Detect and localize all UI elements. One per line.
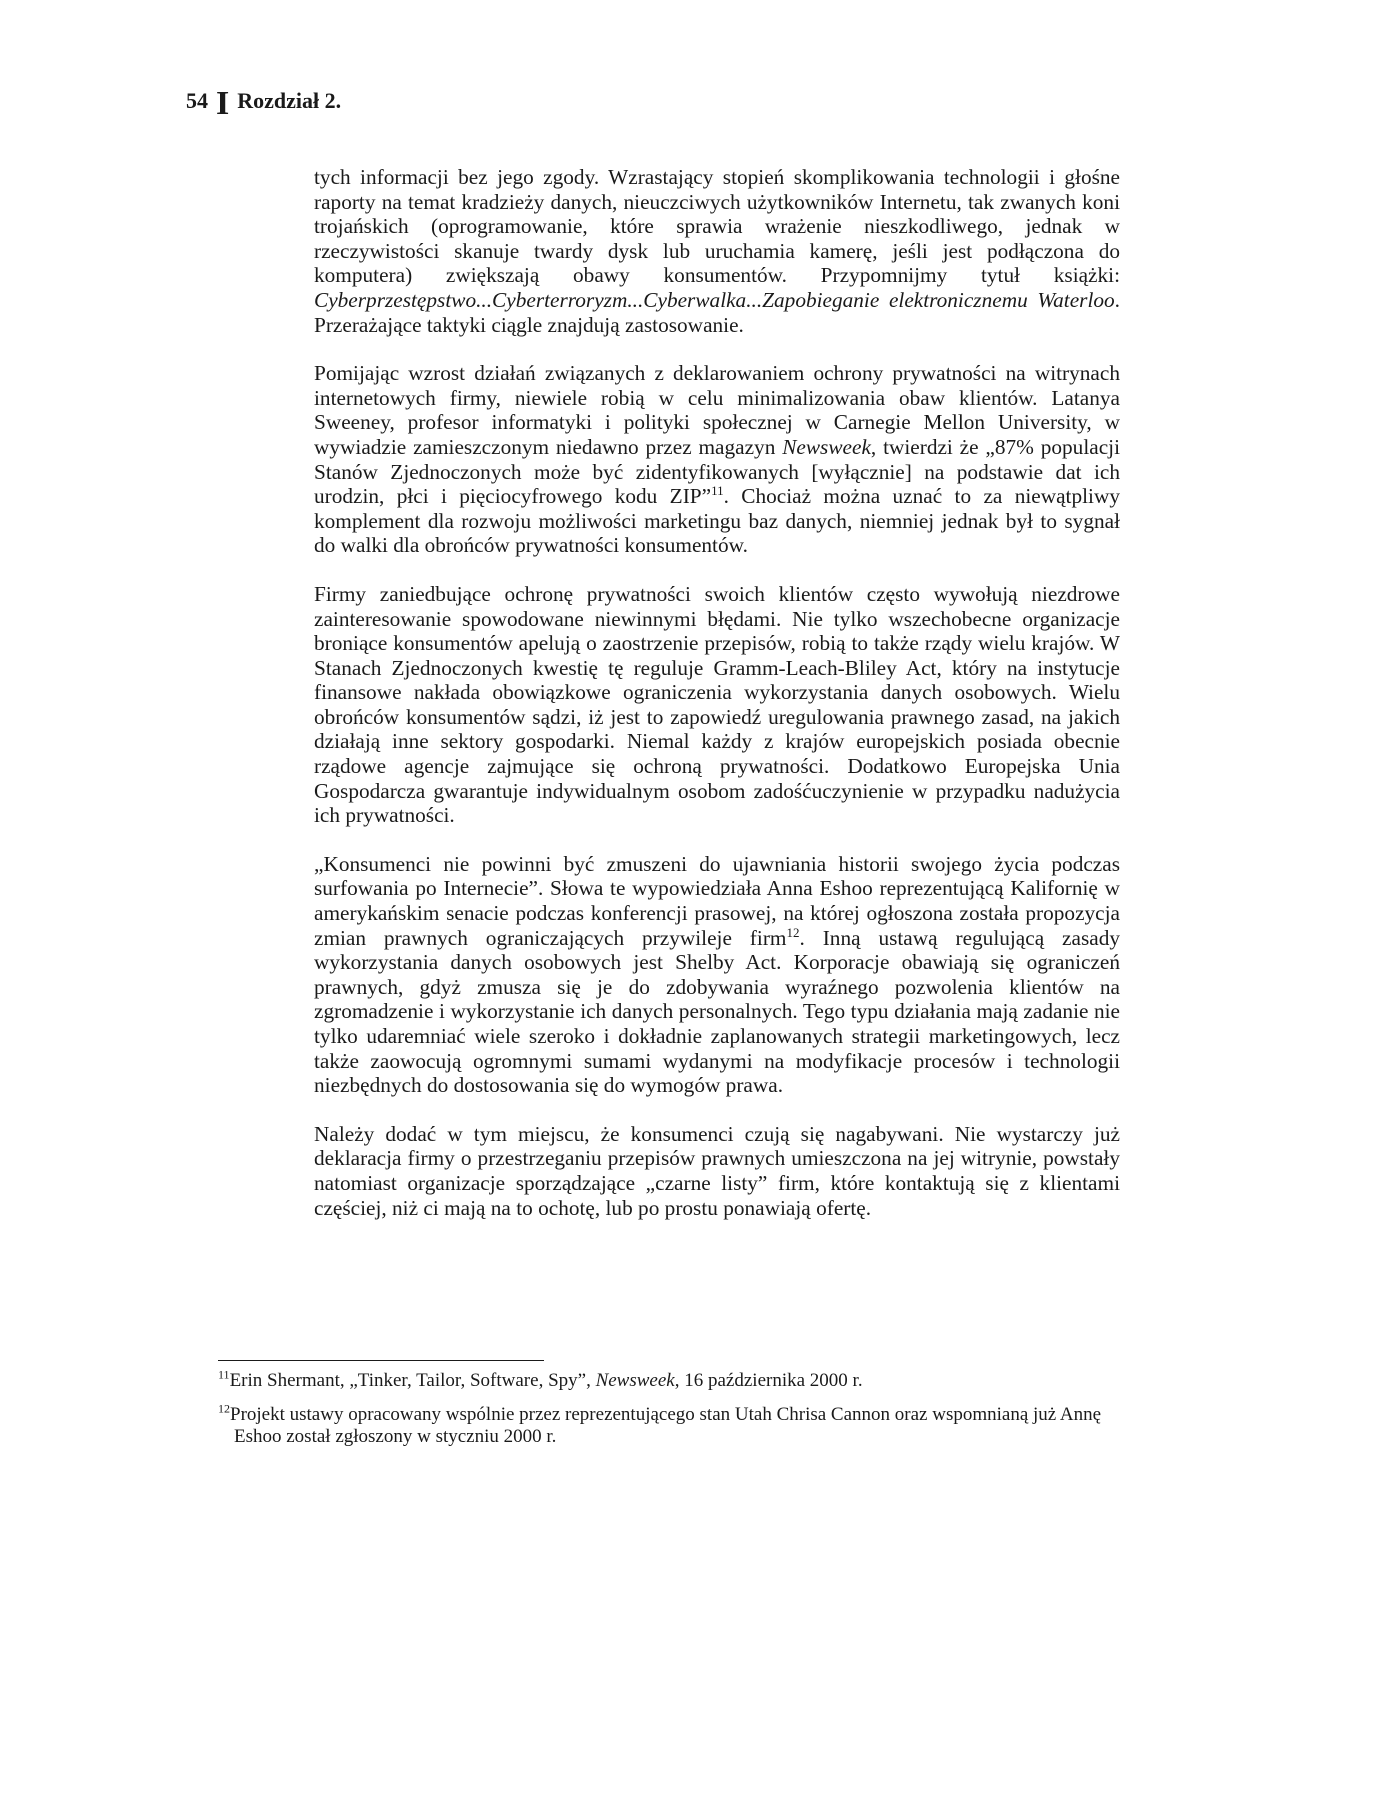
paragraph-5 [314,1122,1120,1220]
paragraph-text: Firmy zaniedbujące ochronę prywatności swoich klientów często wywołują niezdrowe zainteresowanie spowodowane niewinnymi błędami. Nie tylko wszechobecne organizacje broniące konsumentów apelują o zaostrzenie przepisów, robią to także rządy wielu krajów. W Stanach Zjednoczonych kwestię tę reguluje Gramm-Leach-Bliley Act, który na instytucje finansowe nakłada obowiązkowe ograniczenia wykorzystania danych osobowych. Wielu obrońców konsumentów sądzi, iż jest to zapowiedź uregulowania prawnego zasad, na jakich działają inne sektory gospodarki. Niemal każdy z krajów europejskich posiada obecnie rządowe agencje zajmujące się ochroną prywatności. Dodatkowo Europejska Unia Gospodarcza gwarantuje indywidualnym osobom zadośćuczynienie w przypadku nadużycia ich prywatności. [314,581,1120,828]
footnotes [218,1367,1118,1460]
header-separator: I [216,85,230,122]
footnote-magazine: Newsweek [595,1370,675,1391]
footnote-text: Projekt ustawy opracowany wspólnie przez reprezentującego stan Utah Chrisa Cannon oraz wspomnianą już Annę Eshoo został zgłoszony w styczniu 2000 r. [230,1404,1102,1447]
paragraph-text: . Chociaż można uznać to za niewątpliwy komplement dla rozwoju możliwości marketingu baz danych, niemniej jednak był to sygnał do walki dla obrońców prywatności konsumentów. [314,484,1120,558]
paragraph-4 [314,852,1120,1098]
magazine-title: Newsweek [782,434,871,459]
paragraph-text: tych informacji bez jego zgody. Wzrastający stopień skomplikowania technologii i głośne raporty na temat kradzieży danych, nieuczciwych użytkowników Internetu, tak zwanych koni trojańskich (oprogramowanie, które sprawia wrażenie nieszkodliwego, jednak w rzeczywistości skanuje twardy dysk lub uruchamia kamerę, jeśli jest podłączona do komputera) zwiększają obawy konsumentów. Przypomnijmy tytuł książki: [314,165,1120,288]
paragraph-3 [314,582,1120,828]
footnote-ref-12[interactable]: 12 [786,924,800,940]
body-text [314,165,1120,1244]
page-number: 54 [186,88,208,113]
paragraph-text: . Inną ustawą regulującą zasady wykorzystania danych osobowych jest Shelby Act. Korporacje obawiają się ograniczeń prawnych, gdyż zmusza się je do zdobywania wyraźnego pozwolenia klientów na zgromadzenie i wykorzystanie ich danych personalnych. Tego typu działania mają zadanie nie tylko udaremniać wiele szeroko i dokładnie zaplanowanych strategii marketingowych, lecz także zaowocują ogromnymi sumami wydanymi na modyfikacje procesów i technologii niezbędnych do dostosowania się do wymogów prawa. [314,925,1120,1098]
footnote-text: , 16 października 2000 r. [674,1370,863,1391]
footnote-text: Erin Shermant, „Tinker, Tailor, Software, Spy”, [229,1370,596,1391]
paragraph-1 [314,165,1120,337]
paragraph-2 [314,361,1120,558]
chapter-title: Rozdział 2. [237,88,342,113]
paragraph-text: . Przerażające taktyki ciągle znajdują zastosowanie. [314,287,1120,337]
footnote-number: 12 [218,1401,230,1416]
book-title: Cyberprzestępstwo...Cyberterroryzm...Cyberwalka...Zapobieganie elektronicznemu Waterloo [314,287,1115,312]
running-head [186,84,342,122]
paragraph-text: Należy dodać w tym miejscu, że konsumenci czują się nagabywani. Nie wystarczy już deklaracja firmy o przestrzeganiu przepisów prawnych umieszczona na jej witrynie, powstały natomiast organizacje sporządzające „czarne listy” firm, które kontaktują się z klientami częściej, niż ci mają na to ochotę, lub po prostu ponawiają ofertę. [314,1121,1120,1220]
footnote-11 [218,1367,1118,1392]
footnote-12 [218,1401,1118,1448]
paragraph-text: Pomijając wzrost działań związanych z deklarowaniem ochrony prywatności na witrynach internetowych firmy, niewiele robią w celu minimalizowania obaw klientów. Latanya Sweeney, profesor informatyki i polityki społecznej w Carnegie Mellon University, w wywiadzie zamieszczonym niedawno przez magazyn [314,361,1120,459]
footnote-ref-11[interactable]: 11 [711,483,724,499]
paragraph-text: , twierdzi że „87% populacji Stanów Zjednoczonych może być zidentyfikowanych [wyłącznie] na podstawie dat ich urodzin, płci i pięciocyfrowego kodu ZIP” [314,434,1120,509]
paragraph-text: „Konsumenci nie powinni być zmuszeni do ujawniania historii swojego życia podczas surfowania po Internecie”. Słowa te wypowiedziała Anna Eshoo reprezentującą Kalifornię w amerykańskim senacie podczas konferencji prasowej, na której ogłoszona została propozycja zmian prawnych ograniczających przywileje firm [314,851,1120,950]
footnote-number: 11 [218,1367,230,1382]
footnote-divider [218,1360,544,1361]
